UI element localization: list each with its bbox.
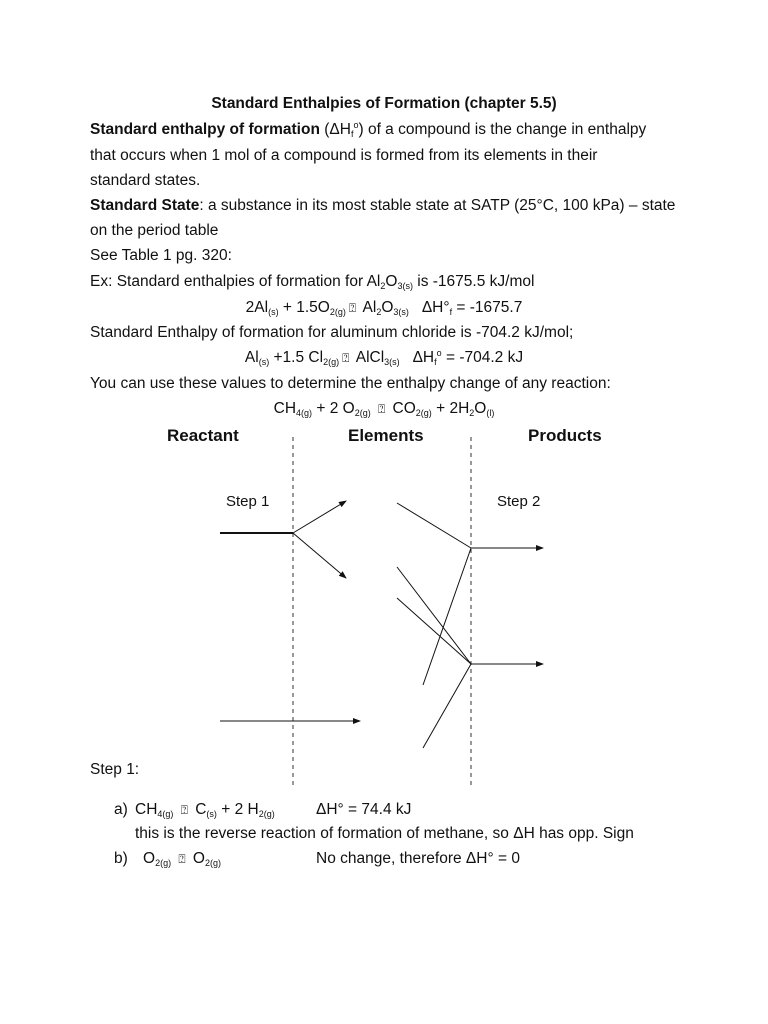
equation-methane-combustion: $CH_{4(g)} + 2$ $O_{2(g)}$ ⍰ $CO_{2(g)} + 2H_2O_{(l)}$	[273, 400, 495, 418]
arrow-icon: ⍰	[378, 402, 386, 416]
step1-item-b-enthalpy: No change, therefore ΔH° = 0	[316, 850, 520, 867]
definition-standard-state-line-2: on the period table	[90, 222, 219, 239]
step1-item-a-label: a)	[114, 801, 128, 818]
step1-item-b-equation: $O_{2(g)}$ ⍰ $O_{2(g)}$	[143, 850, 221, 868]
step1-heading: Step 1:	[90, 761, 140, 778]
arrow-icon: ⍰	[348, 301, 357, 315]
step2-line-1	[397, 503, 471, 548]
step1-branch-down	[293, 533, 346, 578]
step1-item-a-equation: $CH_{4(g)}$ ⍰ $C_{(s)} + 2$ $H_{2(g)}$	[135, 801, 275, 819]
step1-item-b-label: b)	[114, 850, 128, 867]
step2-line-2	[423, 548, 471, 685]
diagram-header-elements: Elements	[348, 426, 424, 445]
equation-aluminum-oxide: $2Al_{(s)} + 1.5O_{2(g)}$ ⍰ $Al_2O_{3(s)}$ $\Delta H^\circ_f = -1675.7$	[245, 299, 523, 317]
step1-item-a-note: this is the reverse reaction of formation of methane, so ΔH has opp. Sign	[135, 825, 634, 842]
definition-standard-state: Standard State: a substance in its most stable state at SATP (25°C, 100 kPa) – state	[90, 197, 676, 214]
arrow-icon: ⍰	[342, 351, 350, 365]
page-title: Standard Enthalpies of Formation (chapter 5.5)	[211, 95, 557, 112]
diagram-header-reactant: Reactant	[167, 426, 239, 445]
equation-aluminum-chloride: $Al_{(s)} +1.5$ $Cl_{2(g)}$ ⍰ AlCl$_{3(s)}$ $\Delta H_f^o = -704.2$ kJ	[244, 348, 524, 367]
term-standard-enthalpy: Standard enthalpy of formation	[90, 121, 320, 138]
step2-line-3	[397, 567, 471, 664]
see-table-text: See Table 1 pg. 320:	[90, 247, 232, 264]
step2-line-5	[423, 664, 471, 748]
use-values-text: You can use these values to determine the enthalpy change of any reaction:	[90, 375, 611, 392]
step1-item-a-enthalpy: ΔH° = 74.4 kJ	[316, 801, 412, 818]
arrow-icon: ⍰	[178, 852, 186, 866]
example-2-text: Standard Enthalpy of formation for aluminum chloride is -704.2 kJ/mol;	[90, 324, 574, 341]
definition-line-2: that occurs when 1 mol of a compound is formed from its elements in their	[90, 147, 598, 164]
step1-branch-up	[293, 501, 346, 533]
arrow-icon: ⍰	[180, 803, 188, 817]
diagram-step2-label: Step 2	[497, 493, 541, 510]
example-1-text: Ex: Standard enthalpies of formation for $Al_2O_{3(s)}$ is -1675.5 kJ/mol	[90, 273, 535, 291]
definition-line-3: standard states.	[90, 172, 201, 189]
term-standard-state: Standard State	[90, 197, 200, 214]
diagram-header-products: Products	[528, 426, 602, 445]
definition-enthalpy-of-formation: Standard enthalpy of formation $(\Delta H_f^o)$ of a compound is the change in enthalpy	[90, 120, 647, 139]
diagram-step1-label: Step 1	[226, 493, 270, 510]
